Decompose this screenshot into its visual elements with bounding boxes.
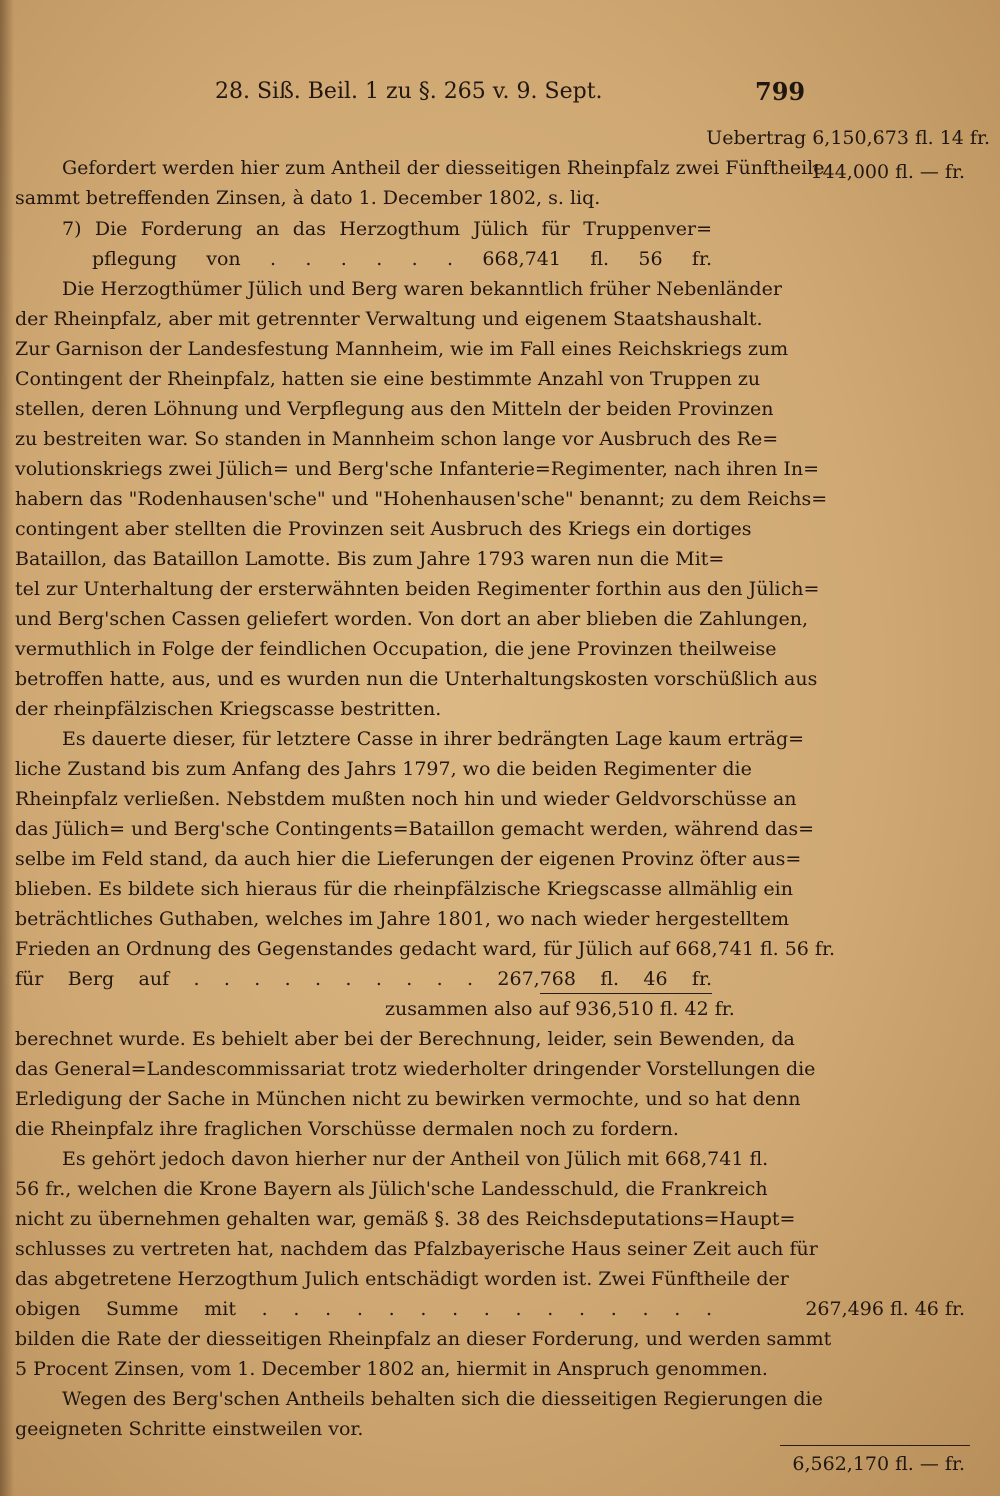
page-edge-shadow bbox=[0, 0, 14, 1496]
text-line: das abgetretene Herzogthum Julich entschädigt worden ist. Zwei Fünftheile der bbox=[15, 1268, 789, 1290]
text-line: die Rheinpfalz ihre fraglichen Vorschüsse dermalen noch zu fordern. bbox=[15, 1118, 679, 1140]
text-line: Es dauerte dieser, für letztere Casse in ihrer bedrängten Lage kaum erträg= bbox=[62, 728, 805, 750]
running-title: 28. Siß. Beil. 1 zu §. 265 v. 9. Sept. bbox=[215, 79, 603, 104]
text-line: habern das "Rodenhausen'sche" und "Hohenhausen'sche" benannt; zu dem Reichs= bbox=[15, 488, 828, 510]
text-line: vermuthlich in Folge der feindlichen Occupation, die jene Provinzen theilweise bbox=[15, 638, 777, 660]
text-line: liche Zustand bis zum Anfang des Jahrs 1797, wo die beiden Regimenter die bbox=[15, 758, 752, 780]
text-line: das Jülich= und Berg'sche Contingents=Bataillon gemacht werden, während das= bbox=[15, 818, 815, 840]
text-line: volutionskriegs zwei Jülich= und Berg'sche Infanterie=Regimenter, nach ihren In= bbox=[15, 458, 820, 480]
total-rule bbox=[780, 1445, 970, 1446]
text-line: contingent aber stellten die Provinzen seit Ausbruch des Kriegs ein dortiges bbox=[15, 518, 752, 540]
text-line: der Rheinpfalz, aber mit getrennter Verwaltung und eigenem Staatshaushalt. bbox=[15, 308, 763, 330]
text-line: sammt betreffenden Zinsen, à dato 1. December 1802, s. liq. bbox=[15, 187, 601, 209]
text-line: zusammen also auf 936,510 fl. 42 fr. bbox=[385, 998, 735, 1020]
text-line: betroffen hatte, aus, und es wurden nun die Unterhaltungskosten vorschüßlich aus bbox=[15, 668, 818, 690]
text-line: pflegung von . . . . . . 668,741 fl. 56 fr. bbox=[92, 248, 712, 270]
text-line: für Berg auf . . . . . . . . . . 267,768 fl. 46 fr. bbox=[15, 968, 712, 990]
text-line: Erledigung der Sache in München nicht zu bewirken vermochte, und so hat denn bbox=[15, 1088, 801, 1110]
text-line: Bataillon, das Bataillon Lamotte. Bis zum Jahre 1793 waren nun die Mit= bbox=[15, 548, 725, 570]
margin-uebertrag: Uebertrag 6,150,673 fl. 14 fr. bbox=[706, 127, 990, 149]
text-line: 5 Procent Zinsen, vom 1. December 1802 an, hiermit in Anspruch genommen. bbox=[15, 1358, 768, 1380]
text-line: 56 fr., welchen die Krone Bayern als Jülich'sche Landesschuld, die Frankreich bbox=[15, 1178, 768, 1200]
text-line: Es gehört jedoch davon hierher nur der Antheil von Jülich mit 668,741 fl. bbox=[62, 1148, 769, 1170]
text-line: nicht zu übernehmen gehalten war, gemäß §. 38 des Reichsdeputations=Haupt= bbox=[15, 1208, 796, 1230]
margin-amount: 144,000 fl. — fr. bbox=[810, 161, 965, 183]
text-line: berechnet wurde. Es behielt aber bei der Berechnung, leider, sein Bewenden, da bbox=[15, 1028, 795, 1050]
text-line: zu bestreiten war. So standen in Mannheim schon lange vor Ausbruch des Re= bbox=[15, 428, 779, 450]
text-line: Contingent der Rheinpfalz, hatten sie eine bestimmte Anzahl von Truppen zu bbox=[15, 368, 761, 390]
text-line: obigen Summe mit . . . . . . . . . . . . . . . bbox=[15, 1298, 712, 1320]
text-line: bilden die Rate der diesseitigen Rheinpfalz an dieser Forderung, und werden sammt bbox=[15, 1328, 832, 1350]
text-line: Frieden an Ordnung des Gegenstandes gedacht ward, für Jülich auf 668,741 fl. 56 fr. bbox=[15, 938, 835, 960]
text-line: und Berg'schen Cassen geliefert worden. Von dort an aber blieben die Zahlungen, bbox=[15, 608, 809, 630]
text-line: schlusses zu vertreten hat, nachdem das Pfalzbayerische Haus seiner Zeit auch für bbox=[15, 1238, 818, 1260]
text-line: Zur Garnison der Landesfestung Mannheim, wie im Fall eines Reichskriegs zum bbox=[15, 338, 789, 360]
text-line: Die Herzogthümer Jülich und Berg waren bekanntlich früher Nebenländer bbox=[62, 278, 782, 300]
text-line: der rheinpfälzischen Kriegscasse bestritten. bbox=[15, 698, 442, 720]
text-line: beträchtliches Guthaben, welches im Jahre 1801, wo nach wieder hergestelltem bbox=[15, 908, 789, 930]
sum-rule bbox=[540, 993, 712, 994]
margin-amount: 267,496 fl. 46 fr. bbox=[805, 1298, 965, 1320]
text-line: Gefordert werden hier zum Antheil der diesseitigen Rheinpfalz zwei Fünftheile bbox=[62, 157, 825, 179]
text-line: Wegen des Berg'schen Antheils behalten sich die diesseitigen Regierungen die bbox=[62, 1388, 823, 1410]
text-line: tel zur Unterhaltung der ersterwähnten beiden Regimenter forthin aus den Jülich= bbox=[15, 578, 820, 600]
margin-total: 6,562,170 fl. — fr. bbox=[792, 1453, 965, 1475]
text-line: stellen, deren Löhnung und Verpflegung aus den Mitteln der beiden Provinzen bbox=[15, 398, 774, 420]
text-line: das General=Landescommissariat trotz wiederholter dringender Vorstellungen die bbox=[15, 1058, 816, 1080]
text-line: selbe im Feld stand, da auch hier die Lieferungen der eigenen Provinz öfter aus= bbox=[15, 848, 802, 870]
text-line: 7) Die Forderung an das Herzogthum Jülich für Truppenver= bbox=[62, 218, 712, 240]
text-line: Rheinpfalz verließen. Nebstdem mußten noch hin und wieder Geldvorschüsse an bbox=[15, 788, 797, 810]
text-line: blieben. Es bildete sich hieraus für die rheinpfälzische Kriegscasse allmählig ein bbox=[15, 878, 793, 900]
page-number: 799 bbox=[755, 77, 806, 106]
text-line: geeigneten Schritte einstweilen vor. bbox=[15, 1418, 364, 1440]
